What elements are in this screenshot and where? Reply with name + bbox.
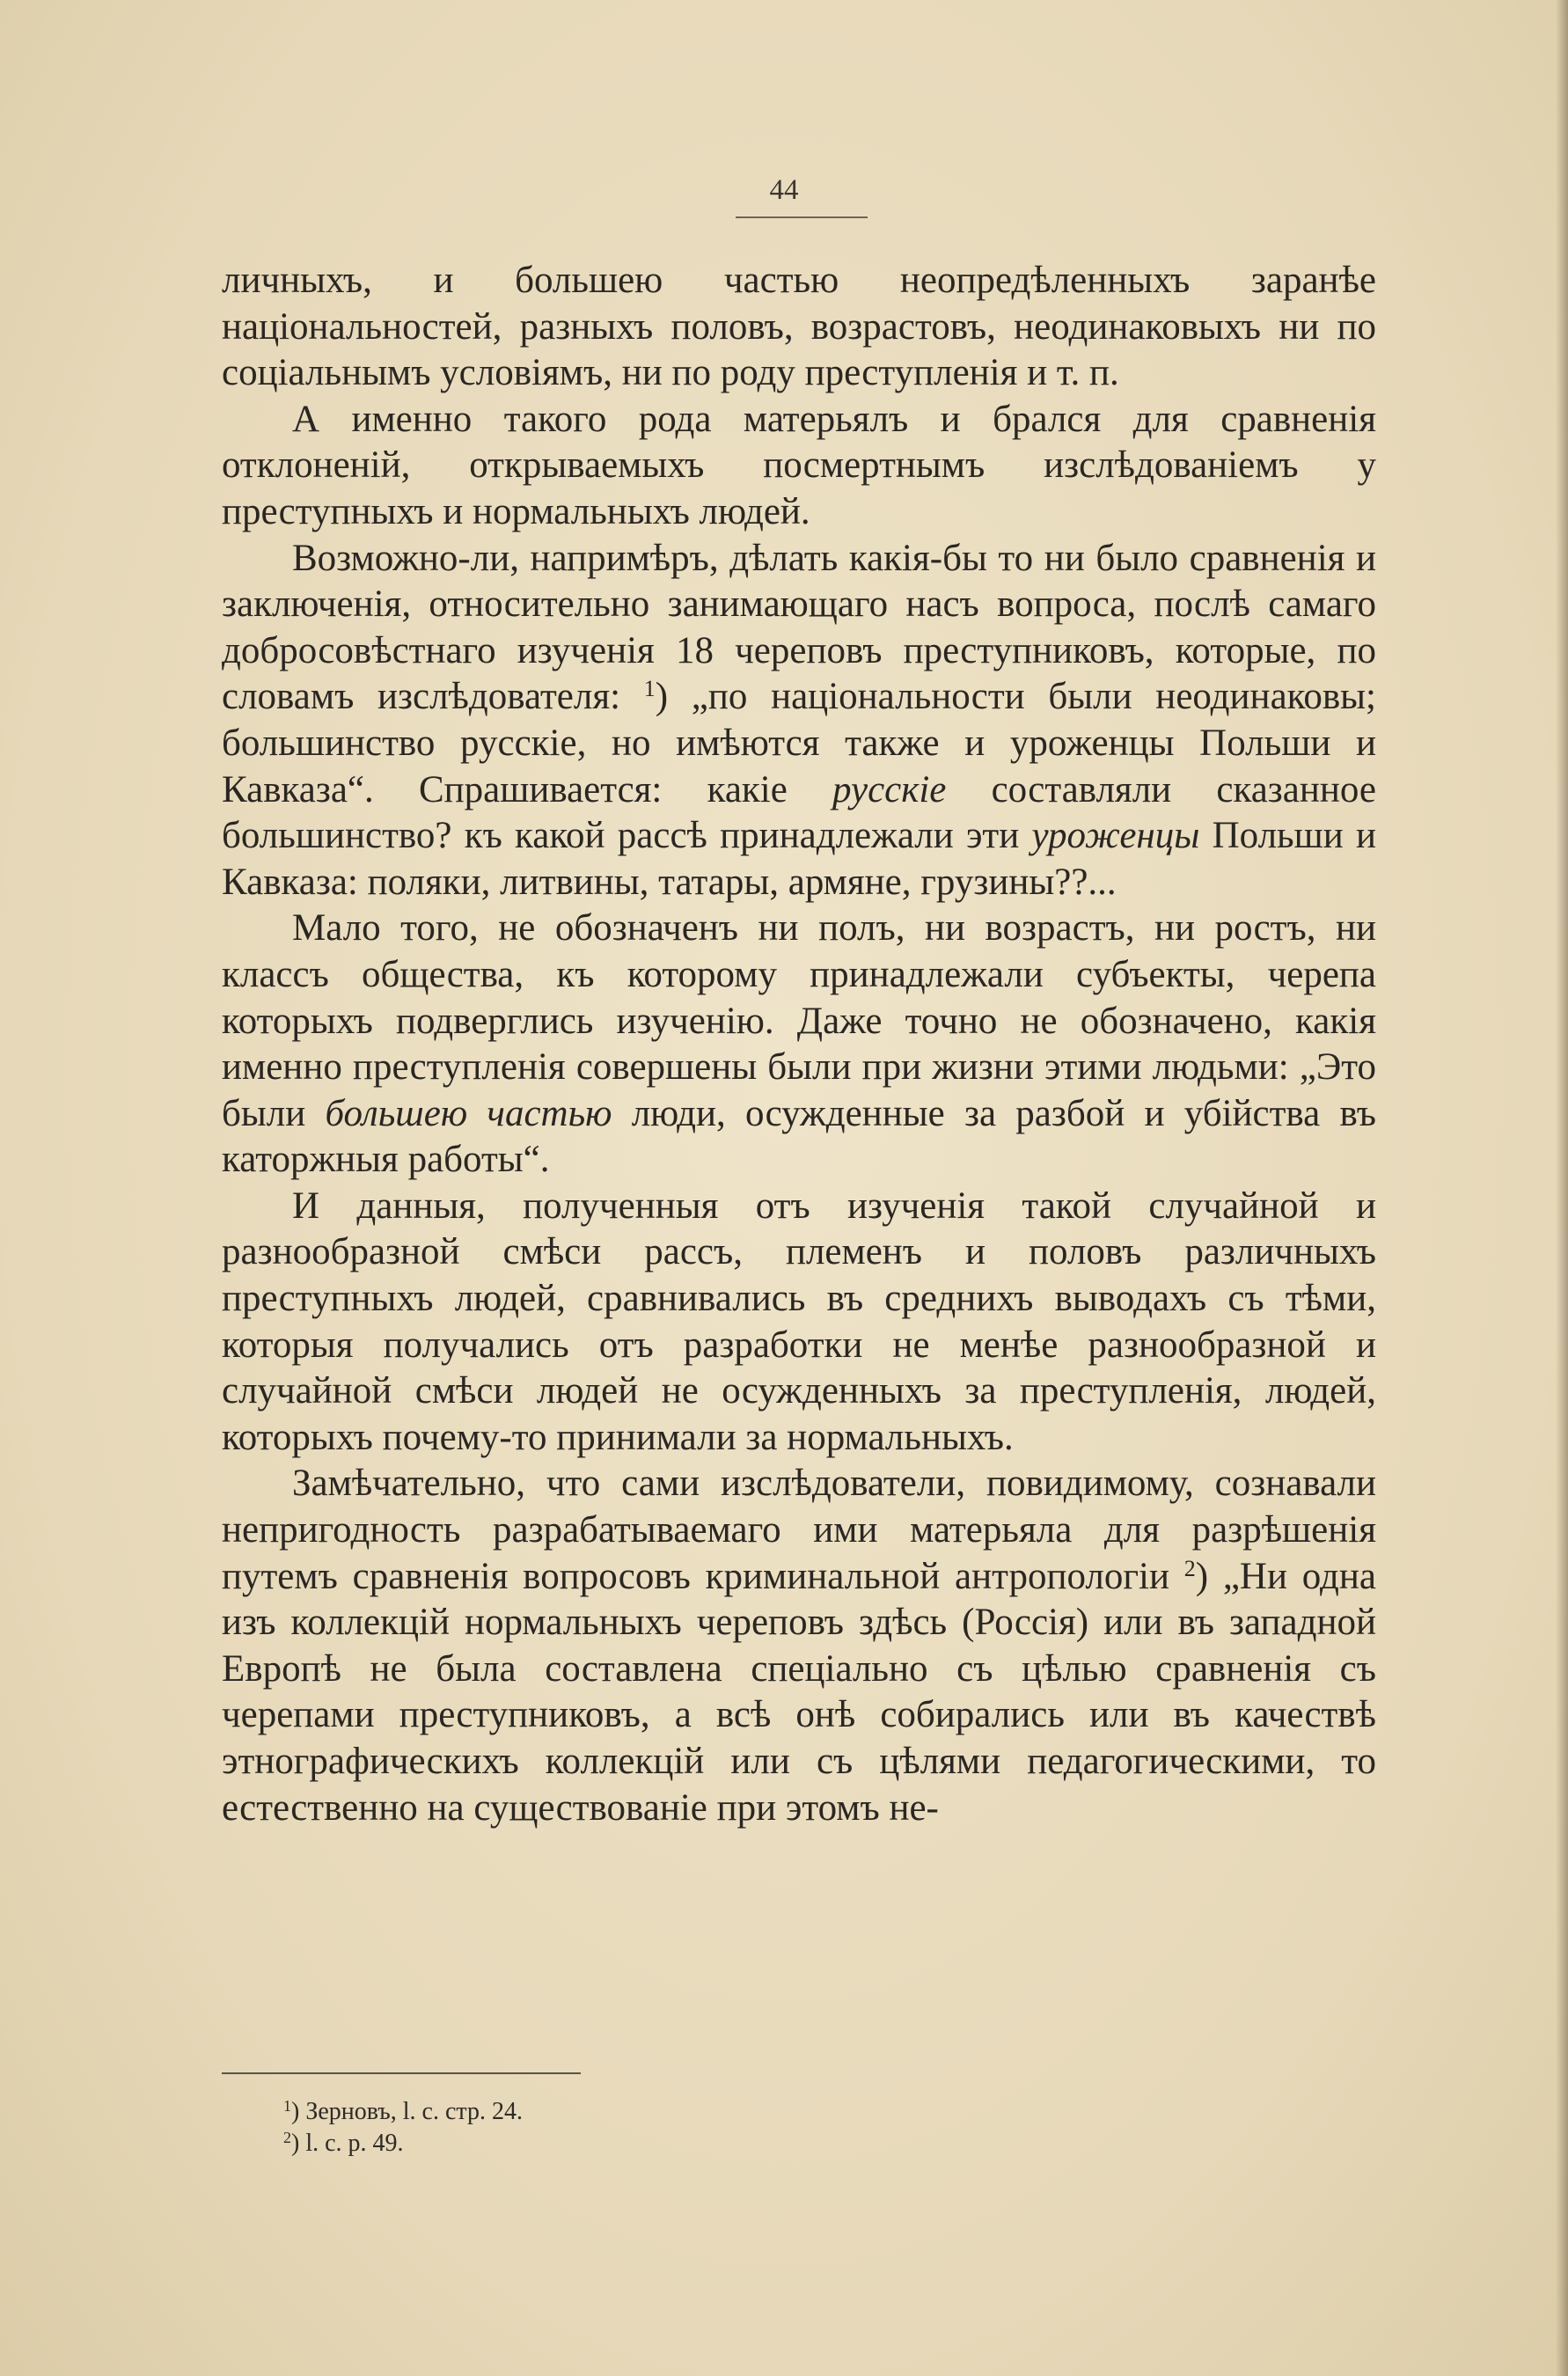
italic-run: уроженцы (1031, 815, 1200, 857)
paragraph-p4 (222, 906, 1376, 1184)
footnote-mark: 2 (283, 2129, 291, 2146)
paragraph-p1 (222, 258, 1376, 397)
footnote-marker: 1 (643, 676, 656, 702)
text-run: ) „по національности были неодинаковы; большинство русскіе, но имѣются также и уроженцы Польши и Кавказа“. Спрашивается: какіе (222, 676, 1376, 810)
footnote-item (283, 2128, 1163, 2160)
text-run: А именно такого рода матерьялъ и брался для сравненія отклоненій, открываемыхъ посмертнымъ изслѣдованіемъ у преступныхъ и нормальныхъ людей. (222, 398, 1376, 532)
paragraph-p6 (222, 1461, 1376, 1831)
page-edge-shadow (1556, 0, 1568, 2376)
text-run: люди, осужденные за разбой и убійства въ каторжныя работы“. (222, 1092, 1376, 1181)
page-number: 44 (769, 174, 799, 206)
footnote-marker: 2 (1183, 1555, 1196, 1581)
footnote-item (283, 2096, 1163, 2128)
paragraph-p5 (222, 1184, 1376, 1462)
body-text (222, 258, 1376, 1831)
page-number-rule (736, 216, 868, 218)
text-run: ) „Ни одна изъ коллекцій нормальныхъ череповъ здѣсь (Россія) или въ западной Европѣ не была составлена спеціально съ цѣлью сравненія съ черепами преступниковъ, а всѣ онѣ собирались или въ качествѣ этнографическихъ коллекцій или съ цѣлями педагогическими, то естественно на существованіе при этомъ не- (222, 1555, 1376, 1829)
footnote-rule (222, 2072, 581, 2074)
footnote-text: ) Зерновъ, l. c. стр. 24. (291, 2098, 523, 2125)
text-run: составляли сказанное большинство? къ какой рассѣ принадлежали эти (222, 768, 1377, 857)
paragraph-p2 (222, 397, 1376, 536)
text-run: И данныя, полученныя отъ изученія такой случайной и разнообразной смѣси рассъ, племенъ и половъ различныхъ преступныхъ людей, сравнивались въ среднихъ выводахъ съ тѣми, которыя получались отъ разработки не менѣе разнообразной и случайной смѣси людей не осужденныхъ за преступленія, людей, которыхъ почему-то принимали за нормальныхъ. (222, 1184, 1376, 1458)
footnote-mark: 1 (283, 2097, 291, 2115)
footnote-text: ) l. c. p. 49. (291, 2130, 404, 2157)
text-run: Замѣчательно, что сами изслѣдователи, повидимому, сознавали непригодность разрабатываемаго ими матерьяла для разрѣшенія путемъ сравненія вопросовъ криминальной антропологіи (222, 1463, 1376, 1597)
text-run: Возможно-ли, напримѣръ, дѣлать какія-бы то ни было сравненія и заключенія, относительно занимающаго насъ вопроса, послѣ самаго добросовѣстнаго изученія 18 череповъ преступниковъ, которые, по словамъ изслѣдователя: (222, 537, 1376, 718)
paragraph-p3 (222, 536, 1376, 906)
footnotes (283, 2096, 1163, 2160)
italic-run: большею частью (325, 1092, 612, 1134)
text-run: личныхъ, и большею частью неопредѣленныхъ заранѣе національностей, разныхъ половъ, возрастовъ, неодинаковыхъ ни по соціальнымъ условіямъ, ни по роду преступленія и т. п. (222, 260, 1376, 394)
text-run: Мало того, не обозначенъ ни полъ, ни возрастъ, ни ростъ, ни классъ общества, къ которому принадлежали субъекты, черепа которыхъ подверглись изученію. Даже точно не обозначено, какія именно преступленія совершены были при жизни этими людьми: „Это были (222, 907, 1376, 1134)
italic-run: русскіе (832, 768, 947, 810)
text-run: Польши и Кавказа: поляки, литвины, татары, армяне, грузины??... (222, 815, 1376, 903)
